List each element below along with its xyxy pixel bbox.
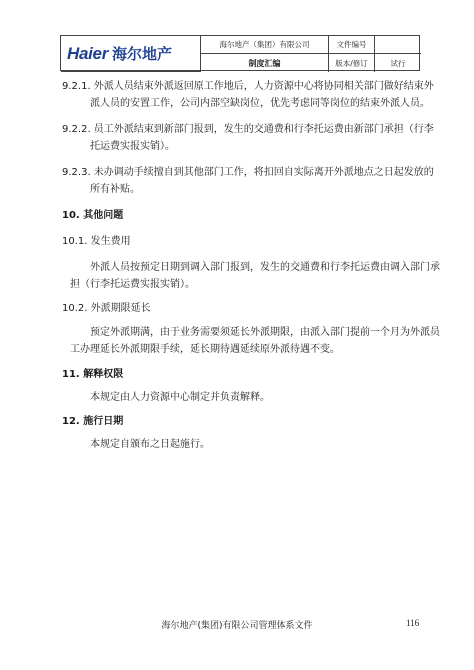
section-10-heading: 10. 其他问题: [62, 210, 124, 221]
logo-cn: 海尔地产: [112, 47, 173, 63]
para-10-1-line2: 担（行李托运费实报实销）。: [70, 279, 195, 290]
footer-text: 海尔地产(集团)有限公司管理体系文件: [161, 621, 313, 631]
page-number: 116: [406, 618, 420, 628]
para-9-2-3-line1: 9.2.3. 未办调动手续擅自到其他部门工作，将扣回自实际离开外派地点之日起发放的: [62, 167, 434, 178]
logo-en: Haier: [67, 43, 109, 63]
section-11-heading: 11. 解释权限: [62, 369, 124, 380]
section-10-1-heading: 10.1. 发生费用: [62, 236, 131, 247]
para-10-1-line1: 外派人员按预定日期到调入部门报到，发生的交通费和行李托运费由调入部门承: [90, 262, 440, 273]
para-10-2-line1: 预定外派期满，由于业务需要须延长外派期限，由派入部门提前一个月为外派员: [90, 327, 440, 338]
version-value: 试行: [390, 58, 406, 68]
para-9-2-3-line2: 所有补贴。: [90, 184, 140, 195]
para-9-2-2-line1: 9.2.2. 员工外派结束到新部门报到，发生的交通费和行李托运费由新部门承担（行李: [62, 124, 434, 135]
page-footer: [0, 618, 474, 632]
company-name: 海尔地产（集团）有限公司: [201, 36, 329, 54]
section-10-2-heading: 10.2. 外派期限延长: [62, 303, 151, 314]
section-12-heading: 12. 施行日期: [62, 416, 124, 427]
para-12: 本规定自颁布之日起施行。: [90, 439, 210, 450]
doc-number-label: 文件编号: [329, 36, 375, 54]
version-label: 版本/修订: [329, 54, 375, 72]
para-9-2-1-line2: 派人员的安置工作，公司内部空缺岗位，优先考虑同等岗位的结束外派人员。: [90, 98, 430, 109]
para-11: 本规定由人力资源中心制定并负责解释。: [90, 392, 270, 403]
para-10-2-line2: 工办理延长外派期限手续，延长期待遇延续原外派待遇不变。: [70, 344, 340, 355]
para-9-2-2-line2: 托运费实报实销）。: [90, 141, 175, 152]
document-title: 制度汇编: [201, 54, 329, 72]
para-9-2-1-line1: 9.2.1. 外派人员结束外派返回原工作地后，人力资源中心将协同相关部门做好结束外: [62, 81, 434, 92]
